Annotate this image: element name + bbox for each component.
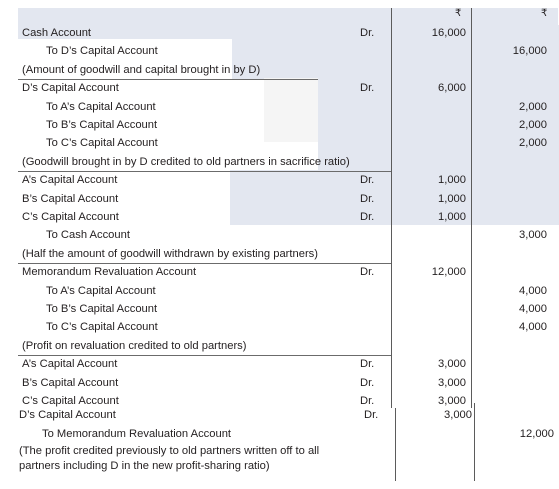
debit-account-name: B’s Capital Account xyxy=(22,192,119,205)
credit-account-name: To D’s Capital Account xyxy=(46,45,158,58)
debit-amount: 3,000 xyxy=(438,395,466,407)
debit-account-name: C’s Capital Account xyxy=(22,211,119,223)
narration: (Goodwill brought in by D credited to old partners in sacrifice ratio) xyxy=(22,155,350,168)
credit-account-name: To A’s Capital Account xyxy=(46,284,156,297)
credit-amount: 4,000 xyxy=(519,303,547,315)
debit-account-name: Cash Account xyxy=(22,27,92,39)
debit-account-name: B’s Capital Account xyxy=(22,376,119,389)
dr-marker: Dr. xyxy=(360,27,375,39)
debit-account-name: D’s Capital Account xyxy=(19,409,116,422)
debit-amount: 3,000 xyxy=(438,376,466,389)
entry-separator xyxy=(18,171,391,172)
dr-marker: Dr. xyxy=(360,211,375,223)
entry-separator xyxy=(18,263,391,264)
dr-marker: Dr. xyxy=(360,192,375,205)
credit-amount: 12,000 xyxy=(519,427,554,440)
credit-amount: 2,000 xyxy=(519,137,547,150)
blank-white-box xyxy=(264,78,318,142)
debit-amount: 1,000 xyxy=(438,192,466,205)
narration: (Profit on revaluation credited to old partners) xyxy=(22,339,247,352)
credit-account-name: To Cash Account xyxy=(46,229,130,242)
debit-account-name: A’s Capital Account xyxy=(22,174,118,187)
dr-marker: Dr. xyxy=(360,266,375,279)
debit-account-name: Memorandum Revaluation Account xyxy=(22,266,197,279)
debit-amount: 6,000 xyxy=(438,82,466,95)
debit-account-name: A’s Capital Account xyxy=(22,358,118,371)
debit-amount: 16,000 xyxy=(431,27,466,39)
credit-amount: 3,000 xyxy=(519,229,547,242)
debit-amount: 3,000 xyxy=(444,409,472,422)
credit-amount: 2,000 xyxy=(519,100,547,113)
credit-account-name: To B’s Capital Account xyxy=(46,303,158,315)
narration: (The profit credited previously to old partners written off to all xyxy=(19,445,320,458)
dr-marker: Dr. xyxy=(360,376,375,389)
debit-amount: 3,000 xyxy=(438,358,466,371)
entry-separator xyxy=(18,79,318,80)
credit-account-name: To C’s Capital Account xyxy=(46,137,158,150)
dr-marker: Dr. xyxy=(360,174,375,187)
entry-separator xyxy=(18,355,391,356)
debit-column-lower-left-border xyxy=(395,408,396,481)
debit-column-left-border xyxy=(391,8,392,408)
debit-amount: 1,000 xyxy=(438,211,466,223)
rupee-debit-header: ₹ xyxy=(455,8,462,19)
narration: partners including D in the new profit-sharing ratio) xyxy=(19,460,270,473)
credit-account-name: To Memorandum Revaluation Account xyxy=(42,427,232,440)
credit-amount: 2,000 xyxy=(519,119,547,131)
debit-account-name: C’s Capital Account xyxy=(22,395,119,407)
credit-amount: 4,000 xyxy=(519,321,547,334)
credit-account-name: To B’s Capital Account xyxy=(46,119,158,131)
rupee-credit-header: ₹ xyxy=(541,8,548,19)
dr-marker: Dr. xyxy=(364,409,379,422)
dr-marker: Dr. xyxy=(360,358,375,371)
credit-amount: 4,000 xyxy=(519,284,547,297)
credit-account-name: To C’s Capital Account xyxy=(46,321,158,334)
debit-column-lower-right-border xyxy=(474,403,475,481)
shade-main xyxy=(18,8,558,25)
narration: (Half the amount of goodwill withdrawn by existing partners) xyxy=(22,247,318,260)
dr-marker: Dr. xyxy=(360,395,375,407)
dr-marker: Dr. xyxy=(360,82,375,95)
narration: (Amount of goodwill and capital brought in by D) xyxy=(22,63,261,76)
debit-amount: 1,000 xyxy=(438,174,466,187)
debit-account-name: D’s Capital Account xyxy=(22,82,119,95)
credit-amount: 16,000 xyxy=(512,45,547,58)
shade-dividers-area xyxy=(385,8,475,25)
credit-account-name: To A’s Capital Account xyxy=(46,100,156,113)
debit-amount: 12,000 xyxy=(431,266,466,279)
debit-column-right-border xyxy=(471,8,472,408)
